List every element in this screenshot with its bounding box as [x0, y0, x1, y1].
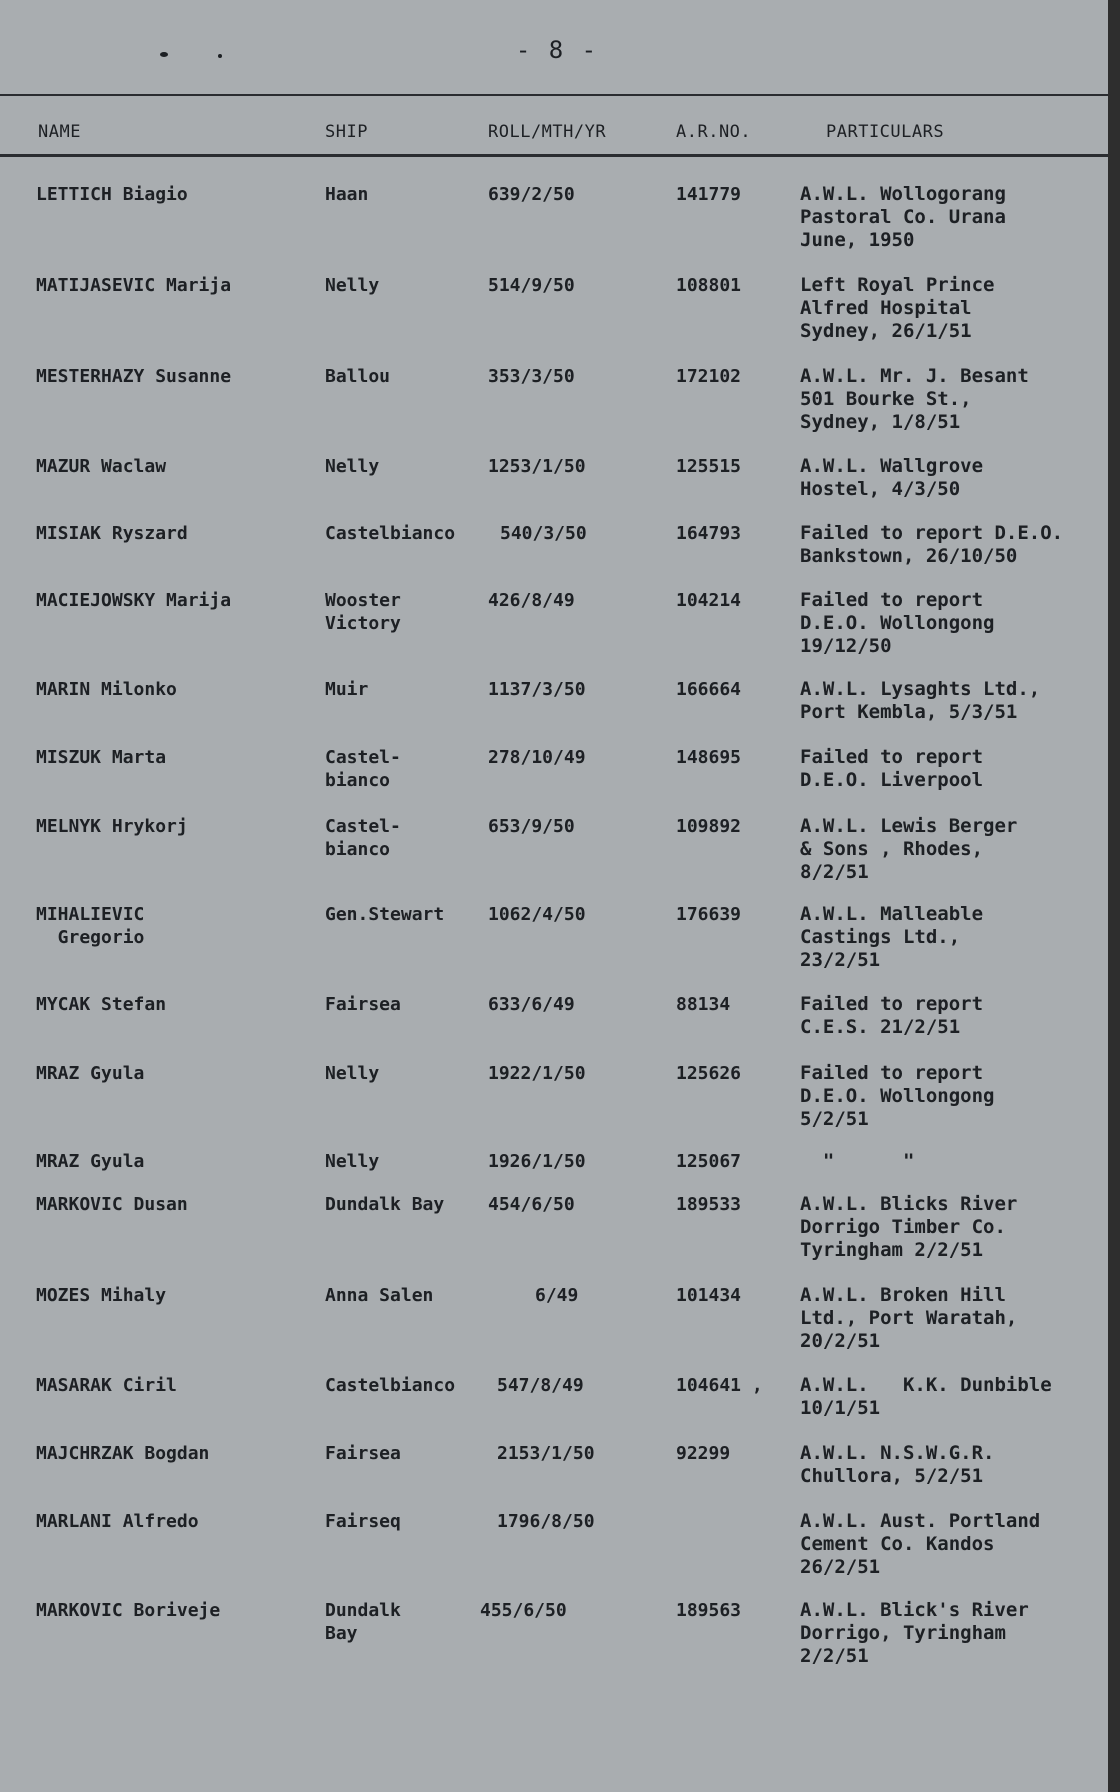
roll-cell: 455/6/50: [480, 1600, 567, 1621]
ar-number-cell: 189563: [676, 1600, 742, 1621]
name-cell: MARLANI Alfredo: [36, 1511, 199, 1532]
roll-cell: 514/9/50: [488, 275, 575, 296]
ship-cell: Castel- bianco: [325, 747, 401, 791]
roll-cell: 653/9/50: [488, 816, 575, 837]
name-cell: MRAZ Gyula: [36, 1063, 145, 1084]
ar-number-cell: 164793: [676, 523, 742, 544]
ar-number-cell: 125515: [676, 456, 742, 477]
ship-cell: Fairseq: [325, 1511, 401, 1532]
ink-speck: [160, 52, 168, 57]
particulars-cell: A.W.L. Aust. Portland Cement Co. Kandos 26/2/51: [800, 1510, 1041, 1578]
column-header-roll: ROLL/MTH/YR: [488, 122, 607, 142]
ship-cell: Fairsea: [325, 994, 401, 1015]
particulars-cell: A.W.L. Wallgrove Hostel, 4/3/50: [800, 455, 984, 500]
particulars-cell: A.W.L. K.K. Dunbible 10/1/51: [800, 1374, 1052, 1419]
particulars-cell: " ": [800, 1150, 915, 1172]
particulars-cell: A.W.L. Malleable Castings Ltd., 23/2/51: [800, 903, 984, 971]
ship-cell: Nelly: [325, 275, 380, 296]
particulars-cell: Failed to report D.E.O. Wollongong 19/12/50: [800, 589, 995, 657]
name-cell: MESTERHAZY Susanne: [36, 366, 232, 387]
ar-number-cell: 92299: [676, 1443, 731, 1464]
name-cell: MISIAK Ryszard: [36, 523, 188, 544]
header-bottom-rule: [0, 154, 1114, 157]
name-cell: MAJCHRZAK Bogdan: [36, 1443, 210, 1464]
name-cell: MARKOVIC Dusan: [36, 1194, 188, 1215]
column-header-ship: SHIP: [325, 122, 368, 142]
roll-cell: 454/6/50: [488, 1194, 575, 1215]
ship-cell: Haan: [325, 184, 369, 205]
ship-cell: Wooster Victory: [325, 590, 401, 634]
particulars-cell: A.W.L. Mr. J. Besant 501 Bourke St., Sydney, 1/8/51: [800, 365, 1029, 433]
ar-number-cell: 148695: [676, 747, 742, 768]
roll-cell: 6/49: [535, 1285, 579, 1306]
ship-cell: Muir: [325, 679, 369, 700]
roll-cell: 540/3/50: [500, 523, 587, 544]
roll-cell: 1922/1/50: [488, 1063, 586, 1084]
particulars-cell: Failed to report D.E.O. Bankstown, 26/10/50: [800, 522, 1064, 567]
ar-number-cell: 166664: [676, 679, 742, 700]
ar-number-cell: 104641 ,: [676, 1375, 763, 1396]
roll-cell: 1137/3/50: [488, 679, 586, 700]
particulars-cell: A.W.L. Lewis Berger & Sons , Rhodes, 8/2/51: [800, 815, 1018, 883]
name-cell: MISZUK Marta: [36, 747, 167, 768]
particulars-cell: A.W.L. Blicks River Dorrigo Timber Co. Tyringham 2/2/51: [800, 1193, 1018, 1261]
name-cell: MRAZ Gyula: [36, 1151, 145, 1172]
ship-cell: Castelbianco: [325, 523, 456, 544]
particulars-cell: Failed to report C.E.S. 21/2/51: [800, 993, 984, 1038]
roll-cell: 353/3/50: [488, 366, 575, 387]
ship-cell: Dundalk Bay: [325, 1194, 445, 1215]
page-number: - 8 -: [515, 36, 599, 64]
ar-number-cell: 101434: [676, 1285, 742, 1306]
roll-cell: 1796/8/50: [497, 1511, 595, 1532]
roll-cell: 426/8/49: [488, 590, 575, 611]
ar-number-cell: 108801: [676, 275, 742, 296]
ship-cell: Ballou: [325, 366, 391, 387]
name-cell: LETTICH Biagio: [36, 184, 188, 205]
particulars-cell: A.W.L. Lysaghts Ltd., Port Kembla, 5/3/51: [800, 678, 1041, 723]
column-header-name: NAME: [38, 122, 81, 142]
name-cell: MASARAK Ciril: [36, 1375, 177, 1396]
ar-number-cell: 125626: [676, 1063, 742, 1084]
ship-cell: Dundalk Bay: [325, 1600, 401, 1644]
ship-cell: Fairsea: [325, 1443, 401, 1464]
ar-number-cell: 141779: [676, 184, 742, 205]
ship-cell: Castel- bianco: [325, 816, 401, 860]
roll-cell: 1926/1/50: [488, 1151, 586, 1172]
ar-number-cell: 125067: [676, 1151, 742, 1172]
header-top-rule: [0, 94, 1114, 96]
column-header-particulars: PARTICULARS: [826, 122, 945, 142]
ink-speck: [218, 54, 222, 58]
roll-cell: 1253/1/50: [488, 456, 586, 477]
name-cell: MATIJASEVIC Marija: [36, 275, 232, 296]
name-cell: MARKOVIC Boriveje: [36, 1600, 221, 1621]
roll-cell: 639/2/50: [488, 184, 575, 205]
particulars-cell: A.W.L. Broken Hill Ltd., Port Waratah, 20/2/51: [800, 1284, 1018, 1352]
ar-number-cell: 189533: [676, 1194, 742, 1215]
roll-cell: 1062/4/50: [488, 904, 586, 925]
ship-cell: Anna Salen: [325, 1285, 434, 1306]
name-cell: MELNYK Hrykorj: [36, 816, 188, 837]
roll-cell: 547/8/49: [497, 1375, 584, 1396]
ar-number-cell: 172102: [676, 366, 742, 387]
name-cell: MAZUR Waclaw: [36, 456, 167, 477]
ar-number-cell: 104214: [676, 590, 742, 611]
name-cell: MACIEJOWSKY Marija: [36, 590, 232, 611]
roll-cell: 633/6/49: [488, 994, 575, 1015]
particulars-cell: Failed to report D.E.O. Liverpool: [800, 746, 984, 791]
column-header-ar: A.R.NO.: [676, 122, 752, 142]
ar-number-cell: 109892: [676, 816, 742, 837]
ship-cell: Gen.Stewart: [325, 904, 445, 925]
name-cell: MYCAK Stefan: [36, 994, 167, 1015]
ar-number-cell: 88134: [676, 994, 731, 1015]
particulars-cell: A.W.L. Wollogorang Pastoral Co. Urana June, 1950: [800, 183, 1006, 251]
ship-cell: Nelly: [325, 456, 380, 477]
name-cell: MOZES Mihaly: [36, 1285, 167, 1306]
scan-edge: [1108, 0, 1120, 1792]
roll-cell: 278/10/49: [488, 747, 586, 768]
particulars-cell: A.W.L. Blick's River Dorrigo, Tyringham 2/2/51: [800, 1599, 1029, 1667]
ship-cell: Castelbianco: [325, 1375, 456, 1396]
ship-cell: Nelly: [325, 1063, 380, 1084]
particulars-cell: Left Royal Prince Alfred Hospital Sydney, 26/1/51: [800, 274, 995, 342]
name-cell: MARIN Milonko: [36, 679, 177, 700]
ship-cell: Nelly: [325, 1151, 380, 1172]
particulars-cell: Failed to report D.E.O. Wollongong 5/2/51: [800, 1062, 995, 1130]
particulars-cell: A.W.L. N.S.W.G.R. Chullora, 5/2/51: [800, 1442, 995, 1487]
ar-number-cell: 176639: [676, 904, 742, 925]
roll-cell: 2153/1/50: [497, 1443, 595, 1464]
name-cell: MIHALIEVIC Gregorio: [36, 904, 145, 948]
